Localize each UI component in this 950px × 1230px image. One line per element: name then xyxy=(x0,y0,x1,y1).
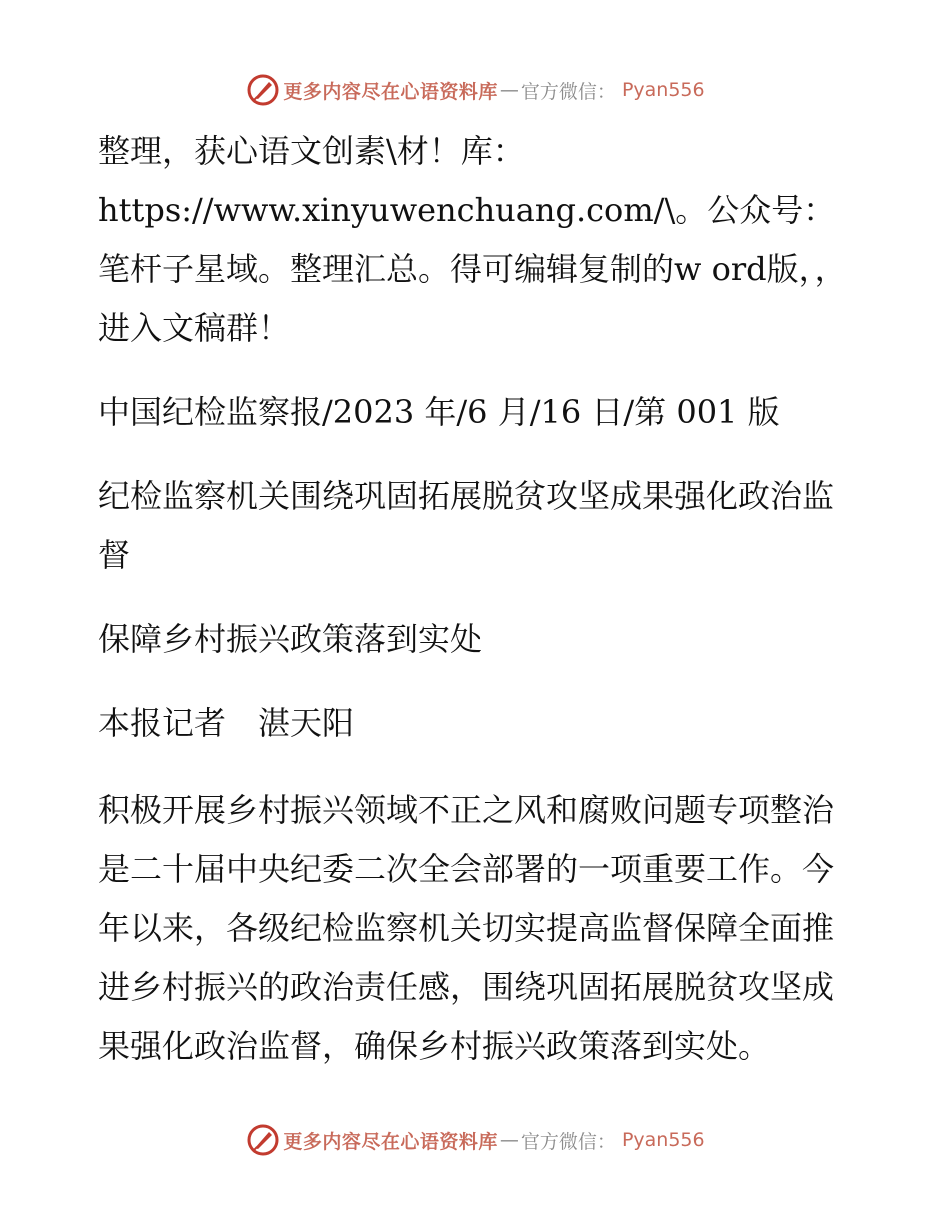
byline: 本报记者 湛天阳 xyxy=(98,704,355,742)
banner-sub-text: 官方微信： xyxy=(520,1130,616,1153)
body-paragraph: 积极开展乡村振兴领域不正之风和腐败问题专项整治是二十届中央纪委二次全会部署的一项重要工作。今年以来，各级纪检监察机关切实提高监督保障全面推进乡村振兴的政治责任感，围绕巩固拓展脱贫攻坚成果强化政治监督，确保乡村振兴政策落到实处。 xyxy=(98,791,835,1065)
banner-account: Pyan556 xyxy=(621,1129,705,1151)
banner-dash: — xyxy=(499,1129,519,1151)
quill-logo-icon xyxy=(245,72,281,108)
quill-logo-icon xyxy=(245,1122,281,1158)
article-subtitle: 保障乡村振兴政策落到实处 xyxy=(98,620,483,658)
document-body xyxy=(98,122,858,1076)
intro-paragraph: 整理，获心语文创素\材！库：https://www.xinyuwenchuang.com/\。公众号：笔杆子星域。整理汇总。得可编辑复制的w ord版，，进入文稿群！ xyxy=(98,132,847,347)
banner-main-text: 更多内容尽在心语资料库 xyxy=(283,80,498,103)
article-title: 纪检监察机关围绕巩固拓展脱贫攻坚成果强化政治监督 xyxy=(98,477,835,574)
banner-account: Pyan556 xyxy=(621,79,705,101)
source-line: 中国纪检监察报/2023 年/6 月/16 日/第 001 版 xyxy=(98,393,780,431)
banner-sub-text: 官方微信： xyxy=(520,80,616,103)
header-watermark-banner xyxy=(0,70,950,110)
banner-dash: — xyxy=(499,79,519,101)
banner-main-text: 更多内容尽在心语资料库 xyxy=(283,1130,498,1153)
footer-watermark-banner xyxy=(0,1120,950,1160)
